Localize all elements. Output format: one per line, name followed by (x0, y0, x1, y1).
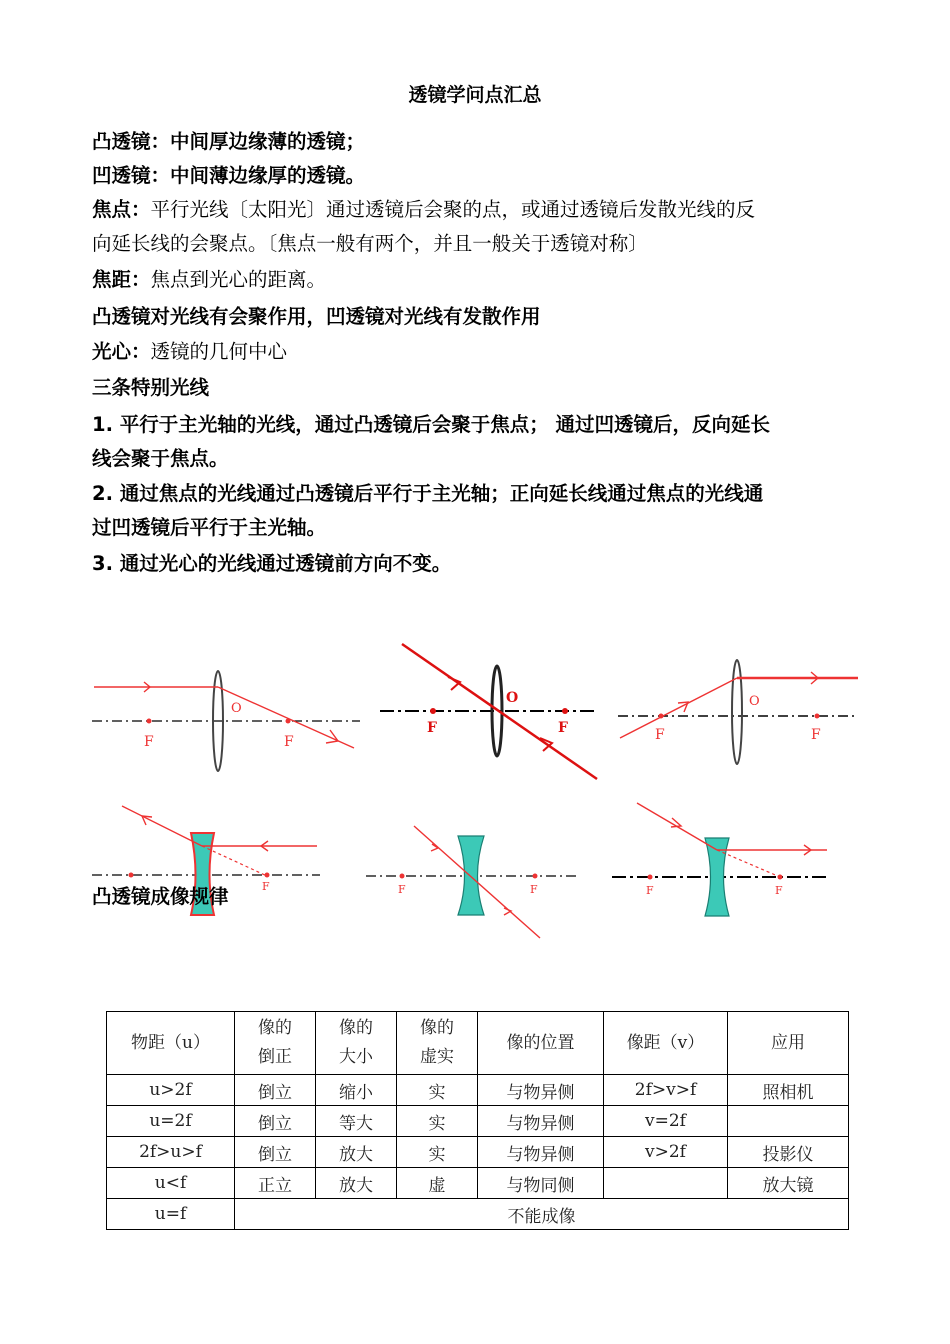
concave-center-ray-diagram (366, 822, 581, 942)
table-cell: 与物异侧 (478, 1137, 604, 1168)
table-cell: 放大镜 (728, 1168, 849, 1199)
optical-center-text: 透镜的几何中心 (150, 340, 288, 363)
table-row (107, 1168, 849, 1199)
table-row (107, 1075, 849, 1106)
rule-2-line-b: 过凹透镜后平行于主光轴。 (92, 516, 327, 539)
focus-definition (92, 193, 755, 227)
concave-definition: 凹透镜：中间薄边缘厚的透镜。 (92, 164, 366, 187)
focus-label: F (558, 720, 568, 736)
focus-label: 焦点： (92, 198, 151, 221)
page-title: 透镜学问点汇总 (408, 84, 542, 106)
table-row (107, 1137, 849, 1168)
table-cell: 实 (397, 1075, 478, 1106)
table-cell: u>2f (107, 1075, 235, 1106)
header-position: 像的位置 (478, 1012, 604, 1075)
focus-label: F (775, 884, 783, 897)
table-row (107, 1199, 849, 1230)
focus-label: F (530, 883, 538, 896)
focus-point (659, 714, 664, 719)
table-cell: 放大 (316, 1168, 397, 1199)
optical-center-definition (92, 335, 287, 369)
focus-point (430, 708, 436, 714)
focus-point (815, 714, 820, 719)
convex-lens (732, 660, 742, 764)
table-cell: 与物异侧 (478, 1075, 604, 1106)
focal-length-label: 焦距： (92, 268, 151, 291)
focus-label: F (646, 884, 654, 897)
imaging-rules-heading: 凸透镜成像规律 (92, 885, 229, 908)
lens-effect: 凸透镜对光线有会聚作用，凹透镜对光线有发散作用 (92, 305, 541, 328)
focus-point (400, 874, 405, 879)
optical-center-label: O (506, 690, 519, 706)
optical-center-label: O (231, 701, 242, 716)
header-real-virtual: 像的 虚实 (397, 1012, 478, 1075)
rule-1-line-a: 1. 平行于主光轴的光线，通过凸透镜后会聚于焦点； 通过凹透镜后，反向延长 (92, 413, 771, 436)
convex-definition: 凸透镜：中间厚边缘薄的透镜； (92, 130, 366, 153)
table-cell: 倒立 (235, 1106, 316, 1137)
focal-length-definition (92, 263, 326, 297)
focus-label: F (144, 734, 154, 750)
focus-text-1: 平行光线〔太阳光〕通过透镜后会聚的点，或通过透镜后发散光线的反 (150, 198, 756, 221)
table-cell: 缩小 (316, 1075, 397, 1106)
table-cell: v>2f (604, 1137, 728, 1168)
focus-label: F (398, 883, 406, 896)
imaging-rules-table (106, 1011, 849, 1230)
focus-point (648, 875, 653, 880)
focus-point (129, 873, 134, 878)
table-cell: v=2f (604, 1106, 728, 1137)
table-cell: u<f (107, 1168, 235, 1199)
rule-1-line-b: 线会聚于焦点。 (92, 447, 229, 470)
concave-focus-ray-diagram (612, 800, 832, 925)
arrow-icon (448, 677, 460, 690)
focus-text-2: 向延长线的会聚点。〔焦点一般有两个，并且一般关于透镜对称〕 (92, 232, 648, 255)
focus-label: F (655, 727, 665, 743)
focus-point (147, 719, 152, 724)
arrow-icon (431, 844, 438, 851)
table-cell: 倒立 (235, 1137, 316, 1168)
header-object-distance: 物距（u） (107, 1012, 235, 1075)
header-orientation: 像的 倒正 (235, 1012, 316, 1075)
arrow-icon (504, 908, 511, 915)
table-cell: 放大 (316, 1137, 397, 1168)
table-cell: 2f>u>f (107, 1137, 235, 1168)
focus-point (533, 874, 538, 879)
extension-line (717, 850, 780, 877)
table-cell: 2f>v>f (604, 1075, 728, 1106)
focus-label: F (262, 880, 270, 893)
table-cell: 与物同侧 (478, 1168, 604, 1199)
convex-center-ray-diagram (380, 642, 600, 782)
optical-center-label: 光心： (92, 340, 151, 363)
focus-point (265, 873, 270, 878)
focus-label: F (427, 720, 437, 736)
table-cell: 虚 (397, 1168, 478, 1199)
table-cell: 与物异侧 (478, 1106, 604, 1137)
header-size: 像的 大小 (316, 1012, 397, 1075)
table-cell (728, 1106, 849, 1137)
convex-focus-ray-diagram (618, 655, 860, 775)
table-cell: 等大 (316, 1106, 397, 1137)
table-cell-merged: 不能成像 (235, 1199, 849, 1230)
focus-label: F (284, 734, 294, 750)
header-image-distance: 像距（v） (604, 1012, 728, 1075)
focal-length-text: 焦点到光心的距离。 (150, 268, 327, 291)
three-special-rays-heading: 三条特别光线 (92, 376, 210, 399)
focus-point (778, 875, 783, 880)
table-cell: 实 (397, 1137, 478, 1168)
table-cell: 照相机 (728, 1075, 849, 1106)
focus-point (562, 708, 568, 714)
convex-parallel-ray-diagram (92, 650, 362, 780)
table-cell: 投影仪 (728, 1137, 849, 1168)
rule-2-line-a: 2. 通过焦点的光线通过凸透镜后平行于主光轴；正向延长线通过焦点的光线通 (92, 482, 764, 505)
table-cell: u=f (107, 1199, 235, 1230)
table-header-row (107, 1012, 849, 1075)
table-cell: 实 (397, 1106, 478, 1137)
rule-3: 3. 通过光心的光线通过透镜前方向不变。 (92, 552, 452, 575)
incident-ray (620, 678, 737, 738)
table-cell: 正立 (235, 1168, 316, 1199)
table-cell: u=2f (107, 1106, 235, 1137)
focus-label: F (811, 727, 821, 743)
table-cell: 倒立 (235, 1075, 316, 1106)
refracted-ray (122, 806, 202, 846)
focus-point (286, 719, 291, 724)
header-application: 应用 (728, 1012, 849, 1075)
table-row (107, 1106, 849, 1137)
table-cell (604, 1168, 728, 1199)
optical-center-label: O (749, 694, 760, 709)
